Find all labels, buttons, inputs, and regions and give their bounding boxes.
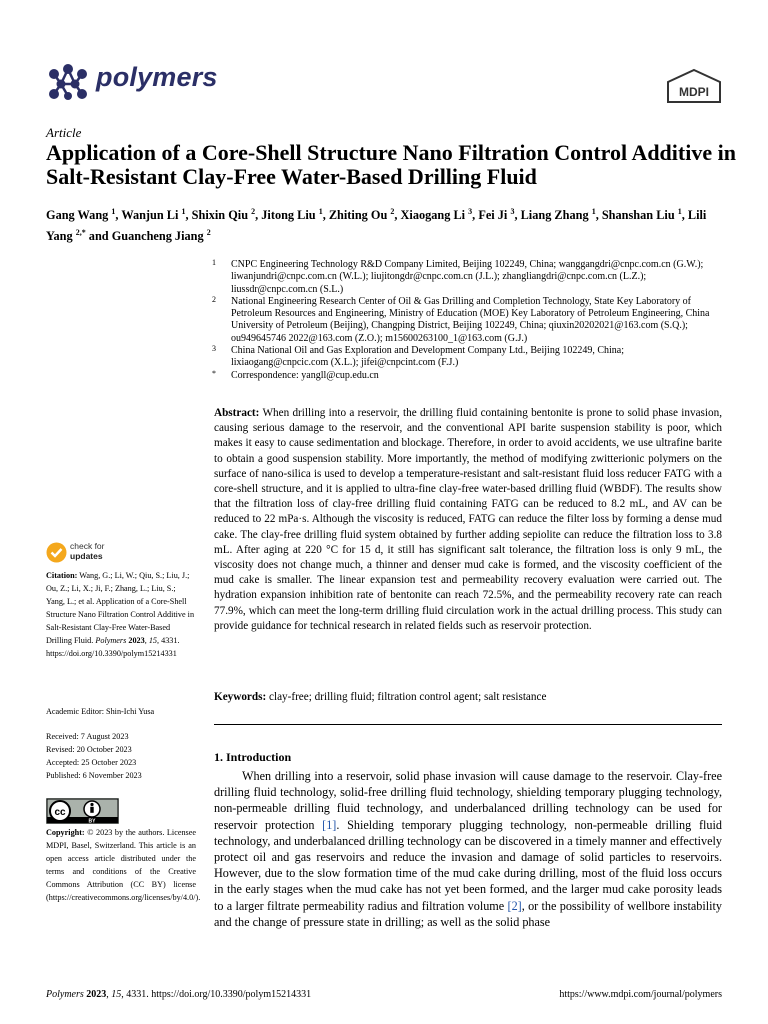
affiliation-item — [212, 259, 722, 296]
publisher-name: MDPI — [679, 85, 709, 99]
author[interactable] — [329, 208, 395, 222]
author-name: Zhiting Ou — [328, 208, 388, 223]
intro-text-part2: . Shielding temporary plugging technology, non-permeable drilling fluid technology, and underbalanced drilling technology can be discovered in a timely manner and effectively protect oil and gas reservoirs and reduce the invasion and damage of solid particles to reservoirs. However, due to the slow formation time of the mud cake during drilling, most of the fluid loss occurs in the early stages when the mud cake has not yet been formed, and the larger mud cake porosity leads to a larger filtrate permeability radius and filtration volume — [214, 817, 722, 913]
keywords-text: clay-free; drilling fluid; filtration control agent; salt resistance — [269, 691, 547, 703]
section-heading-introduction: 1. Introduction — [214, 750, 292, 764]
citation-doi-link[interactable]: 4331. https://doi.org/10.3390/polym15214331 — [46, 636, 180, 658]
author[interactable] — [401, 208, 473, 222]
author[interactable] — [192, 208, 255, 222]
footer-doi-link[interactable]: , 4331. https://doi.org/10.3390/polym15214331 — [121, 989, 312, 1000]
author[interactable] — [46, 208, 115, 222]
mdpi-logo-icon[interactable] — [664, 68, 724, 104]
author-affiliation-marker: 2 — [390, 207, 395, 216]
affiliation-text: China National Oil and Gas Exploration and Development Company Ltd., Beijing 102249, China; lixiaogang@cnpcic.com (X.L.); jifei@cnpcint.com (F.J.) — [231, 345, 624, 369]
author-affiliation-marker: 3 — [468, 207, 473, 216]
journal-name[interactable]: polymers — [96, 62, 218, 92]
affiliation-marker: 1 — [212, 258, 216, 267]
author-name: Lili Yang — [46, 208, 707, 244]
affiliation-item — [212, 370, 722, 382]
reference-link-1[interactable]: [1] — [322, 817, 337, 832]
author-affiliation-marker: 1 — [181, 207, 186, 216]
check-for-updates-icon — [46, 542, 67, 563]
citation-volume: 15 — [148, 636, 157, 645]
author-name: Guancheng Jiang — [111, 229, 204, 244]
citation-text: Wang, G.; Li, W.; Qiu, S.; Liu, J.; Ou, Z.; Li, X.; Ji, F.; Zhang, L.; Liu, S.; Yang, L.; et al. Application of a Core-Shell Structure Nano Filtration Control Additive in Salt-Resistant Clay-Free Water-Based Drilling Fluid. — [46, 571, 195, 645]
author[interactable] — [261, 208, 322, 222]
affiliation-text: CNPC Engineering Technology R&D Company Limited, Beijing 102249, China; wanggangdri@cnpc.com.cn (G.W.); liwanjundri@cnpc.com.cn (W.L.); liujitongdr@cnpc.com.cn (J.L.); zhangliangdri@cnpc.com.cn (L.Z.); liussdr@cnpc.com.cn (S.L.) — [231, 259, 704, 295]
footer-year: 2023 — [86, 989, 107, 1000]
article-dates — [46, 730, 196, 782]
author[interactable] — [478, 208, 514, 222]
citation-journal: Polymers — [95, 636, 127, 645]
author-name: Gang Wang — [46, 208, 109, 223]
keywords-label: Keywords: — [214, 691, 267, 703]
revised-date: Revised: 20 October 2023 — [46, 745, 132, 754]
author-name: Shanshan Liu — [601, 208, 675, 223]
author-affiliation-marker: 3 — [510, 207, 515, 216]
article-type: Article — [46, 125, 82, 140]
author-name: Wanjun Li — [121, 208, 179, 223]
author-affiliation-marker: 1 — [591, 207, 596, 216]
affiliations — [212, 259, 722, 382]
citation-year: 2023 — [128, 636, 145, 645]
affiliation-item — [212, 345, 722, 370]
affiliation-marker: 2 — [212, 294, 216, 304]
copyright-block — [46, 826, 201, 904]
article-title: Application of a Core-Shell Structure Nano Filtration Control Additive in Salt-Resistant Clay-Free Water-Based Drilling Fluid — [46, 140, 736, 189]
author-name: Liang Zhang — [520, 208, 589, 223]
affiliation-text: Correspondence: yangll@cup.edu.cn — [231, 369, 379, 381]
author-name: Fei Ji — [478, 208, 508, 223]
author-name: Xiaogang Li — [400, 208, 466, 223]
author[interactable] — [121, 208, 185, 222]
author-affiliation-marker: 1 — [318, 207, 323, 216]
introduction-paragraph — [214, 768, 722, 930]
cc-by-license-icon[interactable] — [46, 798, 119, 824]
author-affiliation-marker: 1 — [677, 207, 682, 216]
reference-link-2[interactable]: [2] — [507, 898, 522, 913]
footer-journal-url[interactable]: https://www.mdpi.com/journal/polymers — [559, 989, 722, 1000]
footer-volume: 15 — [111, 989, 122, 1000]
footer-citation: Polymers 2023, 15, 4331. https://doi.org/10.3390/polym15214331 — [46, 989, 312, 1000]
abstract — [214, 406, 722, 634]
copyright-label: Copyright: — [46, 828, 85, 837]
author[interactable] — [521, 208, 596, 222]
polymers-logo-icon — [46, 62, 90, 102]
accepted-date: Accepted: 25 October 2023 — [46, 758, 137, 767]
cc-by-label: BY — [88, 818, 96, 824]
author-affiliation-marker: 2 — [206, 228, 211, 238]
section-divider — [214, 724, 722, 725]
updates-label: updates — [70, 550, 103, 561]
citation-block: Citation: Wang, G.; Li, W.; Qiu, S.; Liu, J.; Ou, Z.; Li, X.; Ji, F.; Zhang, L.; Liu, S.; Yang, L.; et al. Application of a Core-Shell Structure Nano Filtration Control Additive in Salt-Resistant Clay-Free Water-Based Drilling Fluid. Polymers 2023, 15, 4331. https://doi.org/10.3390/polym15214331 — [46, 571, 195, 658]
author-name: Shixin Qiu — [191, 208, 249, 223]
intro-text-part3: , or the possibility of wellbore instability and the change of pressure state in drilling; as well as the solid phase — [214, 898, 722, 929]
author-affiliation-marker: 1 — [111, 207, 116, 216]
footer-journal: Polymers — [46, 989, 84, 1000]
academic-editor: Academic Editor: Shin-Ichi Yusa — [46, 707, 155, 716]
svg-text:cc: cc — [54, 807, 66, 818]
affiliation-marker: 3 — [212, 344, 216, 354]
citation-label: Citation: — [46, 571, 78, 580]
affiliation-text: National Engineering Research Center of Oil & Gas Drilling and Completion Technology, State Key Laboratory of Petroleum Resources and Engineering, Ministry of Education (MOE) Key Laboratory of Petroleum Engineering, China University of Petroleum (Beijing), Changping District, Beijing 102249, China; qiuxin20202021@163.com (S.Q.); ou949645746 2022@163.com (Z.O.); m15600263100_1@163.com (G.J.) — [231, 295, 710, 344]
author[interactable] — [112, 229, 211, 243]
abstract-text: When drilling into a reservoir, the drilling fluid containing bentonite is prone to solid phase invasion, causing serious damage to the reservoir, and the conventional API barite suspension stability is poor, which makes it easy to cause sedimentation and blockage. Therefore, in order to avoid accidents, we use ultrafine barite to obtain a good suspension stability. More importantly, the method of modifying zwitterionic polymers on the surface of nano-silica is used to develop a temperature-resistant and salt-resistant fluid loss reducer FATG with a core-shell structure, and it is applied to ultra-fine clay-free water-based drilling fluid (WBDF). The results show that the filtration loss of clay-free drilling fluid containing FATG can be reduced to 8.2 mL, and AV can be reduced to 22 mPa·s. Although the viscosity is reduced, FATG can reduce the filter loss by forming a dense mud cake. The clay-free drilling fluid system obtained by further adding sepiolite can reduce the filtration loss to 3.8 mL. After aging at 220 °C for 15 d, it still has significant salt tolerance, the filtration loss is only 9 mL, the viscosity does not change much, a thinner and denser mud cake is formed, and the viscosity coefficient of the mud cake is smaller. The linear expansion test and permeability recovery evaluation were carried out. The hydration expansion inhibition rate of bentonite can reach 72.5%, and the permeability recovery rate can reach 77.9%, which can meet the long-term drilling fluid circulation work in the actual drilling process. This study can provide guidance for technical research in related fields such as reservoir protection. — [214, 407, 722, 632]
received-date: Received: 7 August 2023 — [46, 732, 129, 741]
affiliation-item — [212, 296, 722, 345]
abstract-label: Abstract: — [214, 407, 260, 419]
affiliation-marker: * — [212, 368, 216, 378]
author-list: Gang Wang $^1$, Wanjun Li $^1$, Shixin Qiu $^2$, Jitong Liu $^1$, Zhiting Ou $^2$, Xiaogang Li $^3$, Fei Ji $^3$, Liang Zhang $^1$, Shanshan Liu $^1$, Lili Yang $^{2,*}$ and Guancheng Jiang $^2$ — [46, 207, 707, 244]
author-affiliation-marker: 2,* — [75, 228, 86, 238]
published-date: Published: 6 November 2023 — [46, 771, 142, 780]
author[interactable] — [602, 208, 682, 222]
keywords — [214, 690, 722, 705]
copyright-text: © 2023 by the authors. Licensee MDPI, Basel, Switzerland. This article is an open access article distributed under the terms and conditions of the Creative Commons Attribution (CC BY) license (https://creativecommons.org/licenses/by/4.0/). — [46, 828, 201, 902]
author-affiliation-marker: 2 — [251, 207, 256, 216]
check-for-label: check for — [70, 541, 105, 551]
check-for-updates-button[interactable] — [46, 542, 116, 566]
intro-text-part1: When drilling into a reservoir, solid phase invasion will cause damage to the reservoir. Clay-free drilling fluid technology, solid-free drilling fluid technology, shielding temporary plugging technology, non-permeable drilling fluid technology, and underbalanced drilling technology can be used for reservoir protection — [214, 769, 722, 832]
author-name: Jitong Liu — [261, 208, 316, 223]
